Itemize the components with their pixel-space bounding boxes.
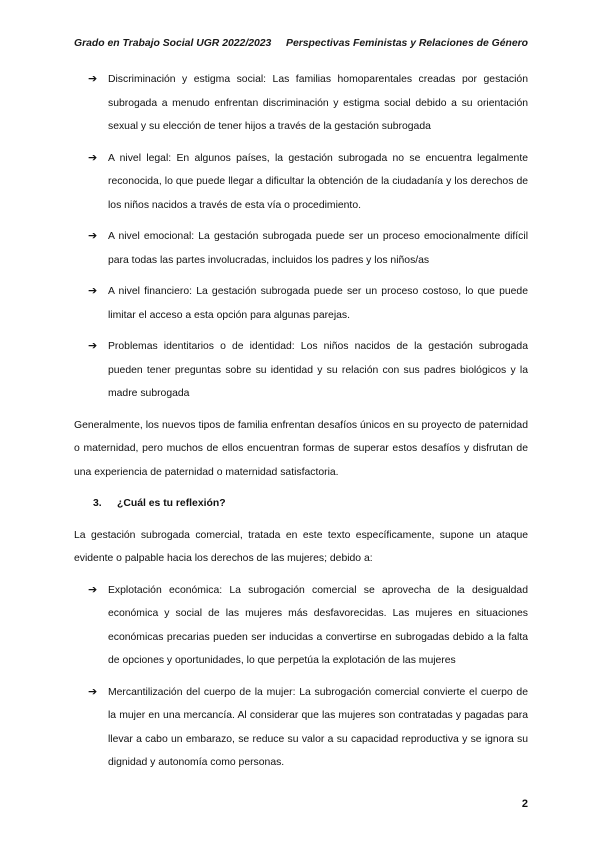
list-item: ➔ Problemas identitarios o de identidad: Los niños nacidos de la gestación subrogada pueden tener preguntas sobre su identidad y su relación con sus padres biológicos y la madre subrogada	[74, 335, 528, 406]
header-subject: Perspectivas Feministas y Relaciones de Género	[286, 38, 528, 49]
arrow-icon: ➔	[88, 73, 98, 85]
page-body	[74, 68, 528, 775]
list-item: ➔ A nivel emocional: La gestación subrogada puede ser un proceso emocionalmente difícil para todas las partes involucradas, incluidos los padres y los niños/as	[74, 225, 528, 272]
summary-paragraph: Generalmente, los nuevos tipos de familia enfrentan desafíos únicos en su proyecto de paternidad o maternidad, pero muchos de ellos encuentran formas de superar estos desafíos y disfrutan de una experiencia de paternidad o maternidad satisfactoria.	[74, 419, 528, 478]
section-heading	[93, 492, 528, 516]
list-item: ➔ A nivel legal: En algunos países, la gestación subrogada no se encuentra legalmente reconocida, lo que puede llegar a dificultar la obtención de la ciudadanía y los derechos de los niños nacidos a través de esta vía o procedimiento.	[74, 147, 528, 218]
list-item: ➔ Discriminación y estigma social: Las familias homoparentales creadas por gestación subrogada a menudo enfrentan discriminación y estigma social debido a su orientación sexual y su elección de tener hijos a través de la gestación subrogada	[74, 68, 528, 139]
arrow-icon: ➔	[88, 151, 98, 164]
header-course: Grado en Trabajo Social UGR 2022/2023	[74, 38, 272, 49]
arrow-icon: ➔	[88, 230, 98, 242]
section-title: ¿Cuál es tu reflexión?	[117, 498, 226, 509]
section-number: 3.	[93, 498, 102, 509]
list-item: ➔ Mercantilización del cuerpo de la mujer: La subrogación comercial convierte el cuerpo de la mujer en una mercancía. Al considerar que las mujeres son contratadas y pagadas para llevar a cabo un embarazo, se reduce su valor a su capacidad reproductiva y se ignora su dignidad y autonomía como personas.	[74, 681, 528, 775]
arrow-icon: ➔	[88, 685, 98, 698]
page-number: 2	[521, 798, 528, 810]
arrow-icon: ➔	[88, 340, 98, 352]
challenges-list	[74, 68, 528, 406]
reflection-paragraph: La gestación subrogada comercial, tratada en este texto específicamente, supone un ataque evidente o palpable hacia los derechos de las mujeres; debido a:	[74, 529, 528, 564]
list-item: ➔ A nivel financiero: La gestación subrogada puede ser un proceso costoso, lo que puede limitar el acceso a esta opción para algunas parejas.	[74, 280, 528, 327]
page-header	[74, 38, 528, 52]
arrow-icon: ➔	[88, 583, 98, 596]
list-item: ➔ Explotación económica: La subrogación comercial se aprovecha de la desigualdad económica y social de las mujeres más desfavorecidas. Las mujeres en situaciones económicas precarias pueden ser inducidas a convertirse en subrogadas debido a la falta de opciones y oportunidades, lo que perpetúa la explotación de las mujeres	[74, 579, 528, 673]
reasons-list	[74, 579, 528, 775]
arrow-icon: ➔	[88, 285, 98, 297]
